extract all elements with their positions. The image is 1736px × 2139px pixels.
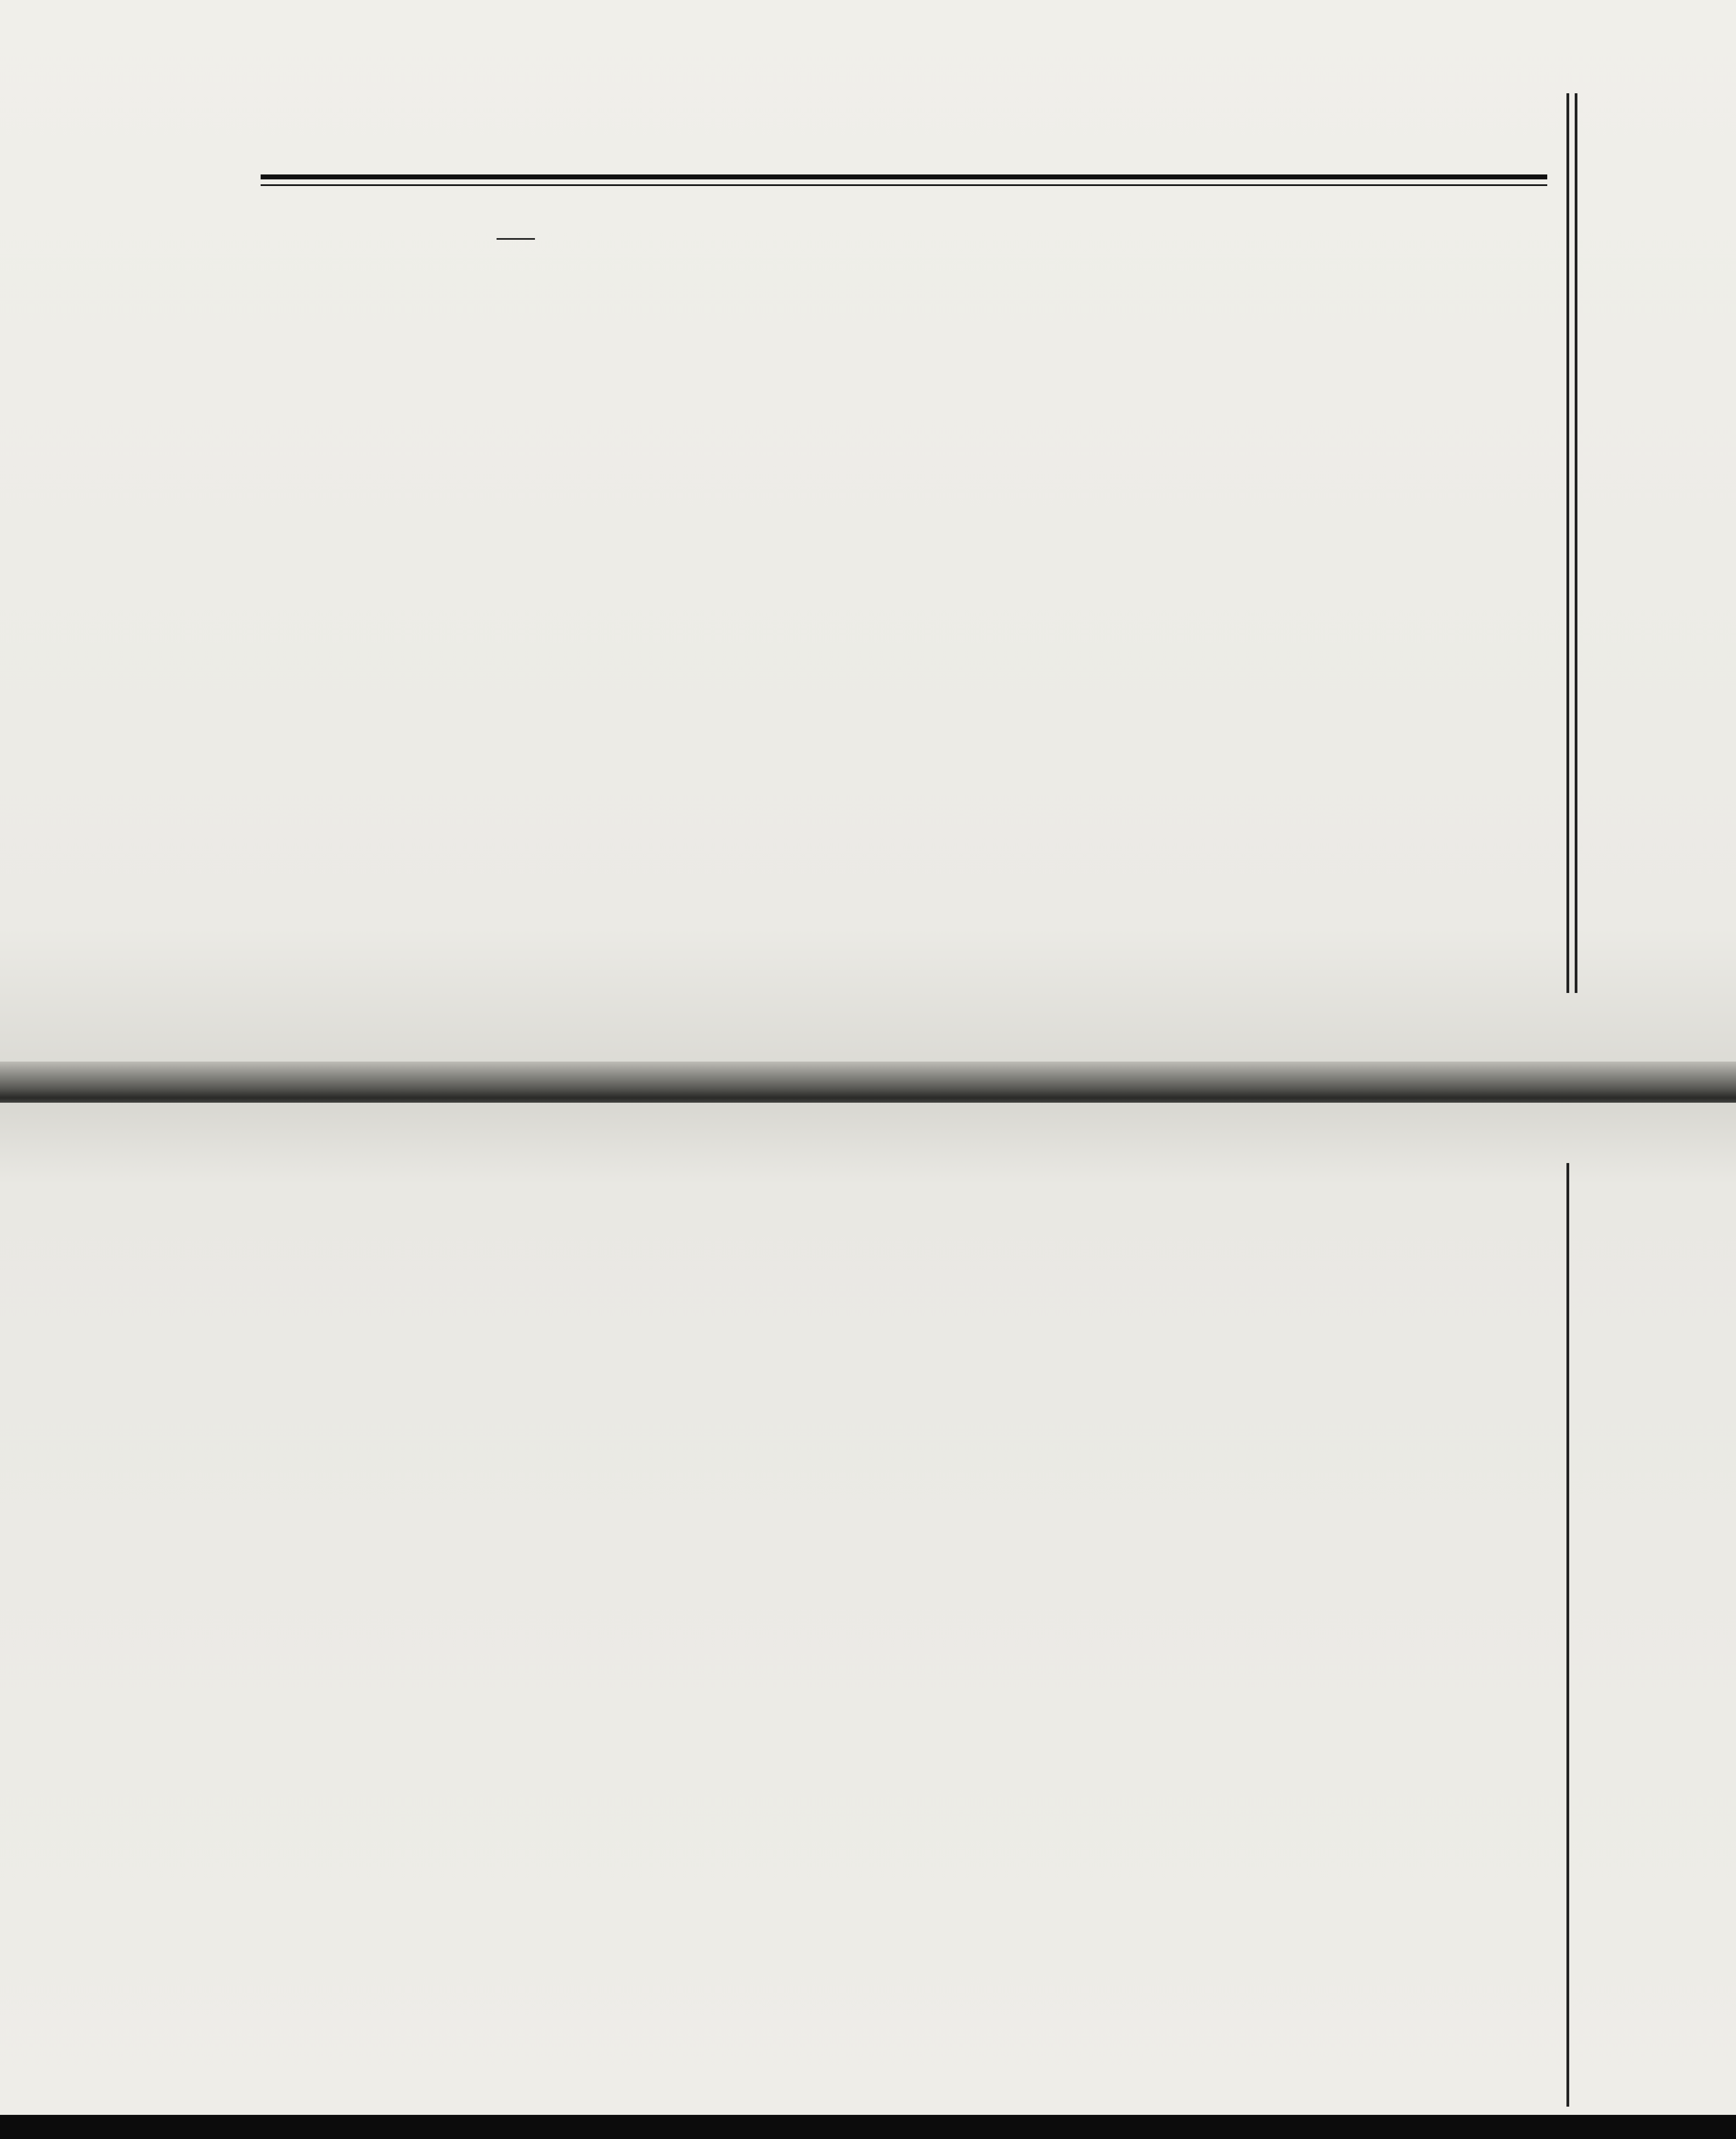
scan-border bbox=[0, 2115, 1736, 2139]
right-frame-line bbox=[1566, 93, 1569, 993]
right-frame-line-bottom bbox=[1566, 1163, 1569, 2107]
right-frame-line-outer bbox=[1575, 93, 1577, 993]
header-rule-thin bbox=[261, 184, 1547, 186]
page-49 bbox=[0, 1103, 1736, 2115]
label-column-dash bbox=[497, 238, 535, 240]
header-rule-thick bbox=[261, 174, 1547, 179]
